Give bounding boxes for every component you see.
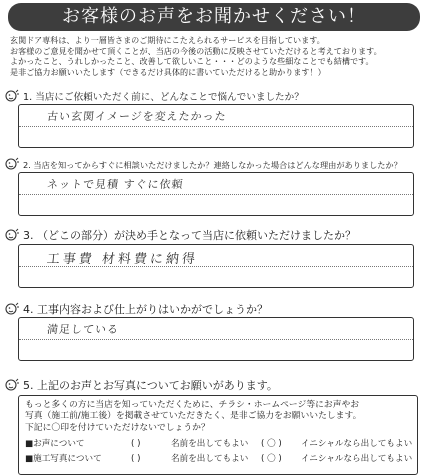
thinking-face-icon bbox=[4, 378, 20, 391]
consent-checkbox-name[interactable]: ( ) bbox=[131, 439, 141, 449]
consent-option-name: 名前を出してもよい bbox=[171, 439, 249, 449]
consent-option-initial: イニシャルなら出してもよい bbox=[301, 454, 413, 464]
answer-3-text: 工事費 材料費に納得 bbox=[46, 252, 199, 267]
page-title: お客様のお声をお聞かせください！ bbox=[8, 3, 420, 31]
intro-line: 玄関ドア専科は、より一層皆さまのご期待にこたえられるサービスを目指しています。 bbox=[10, 35, 325, 45]
intro-line: 是非ご協力お願いいたします（できるだけ具体的に書いていただけると助かります！） bbox=[10, 66, 326, 77]
thinking-face-icon bbox=[4, 302, 20, 315]
request-line: 下記に〇印を付けていただけないでしょうか？ bbox=[25, 422, 210, 433]
question-2-label: 2. 当店を知ってからすぐに相談いただけましたか？連絡しなかった場合はどんな理由がありましたか？ bbox=[23, 160, 402, 170]
consent-label: ■施工写真について bbox=[25, 454, 102, 464]
intro-line: よかったこと、うれしかったこと、改善して欲しいこと・・・どのような些細なことでも結構です。 bbox=[10, 56, 374, 67]
request-line: もっと多くの方に当店を知っていただくために、チラシ・ホームページ等にお声やお bbox=[25, 400, 360, 410]
question-2 bbox=[4, 157, 402, 172]
question-5 bbox=[4, 378, 278, 393]
question-1-label: 1. 当店にご依頼いただく前に、どんなことで悩んでいましたか？ bbox=[23, 92, 304, 103]
intro-text bbox=[10, 35, 422, 77]
question-4-label: 4. 工事内容および仕上がりはいかがでしょうか？ bbox=[23, 303, 268, 316]
thinking-face-icon bbox=[4, 157, 20, 170]
thinking-face-icon bbox=[4, 89, 20, 102]
request-line: 写真（施工前/施工後）を掲載させていただきたく、是非ご協力をお願いいたします。 bbox=[25, 411, 362, 422]
question-5-label: 5. 上記のお声とお写真についてお願いがあります。 bbox=[23, 379, 278, 392]
question-1 bbox=[4, 89, 304, 105]
consent-checkbox-name[interactable]: ( ) bbox=[131, 454, 141, 464]
intro-line: お客様のご意見を聞かせて頂くことが、当店の今後の活動に反映させていただけると考えております。 bbox=[10, 45, 382, 56]
consent-label: ■お声について bbox=[25, 439, 85, 449]
answer-4-text: 満足している bbox=[46, 323, 120, 336]
consent-checkbox-initial[interactable]: ( 〇 ) bbox=[261, 439, 282, 449]
answer-2-text: ネットで見積 すぐに依頼 bbox=[46, 178, 185, 191]
consent-option-name: 名前を出してもよい bbox=[171, 454, 249, 464]
answer-box-1[interactable] bbox=[18, 104, 414, 148]
question-3 bbox=[4, 228, 356, 243]
answer-box-4[interactable] bbox=[18, 317, 414, 361]
question-3-label: 3. （どこの部分）が決め手となって当店に依頼いただけましたか？ bbox=[23, 229, 356, 242]
answer-box-3[interactable] bbox=[18, 244, 414, 288]
answer-box-2[interactable] bbox=[18, 172, 414, 216]
answer-1-text: 古い玄関イメージを変えたかった bbox=[46, 110, 228, 123]
photo-request-box bbox=[18, 395, 418, 475]
question-4 bbox=[4, 302, 268, 317]
consent-option-initial: イニシャルなら出してもよい bbox=[301, 439, 413, 449]
thinking-face-icon bbox=[4, 228, 20, 241]
consent-checkbox-initial[interactable]: ( 〇 ) bbox=[261, 454, 282, 464]
